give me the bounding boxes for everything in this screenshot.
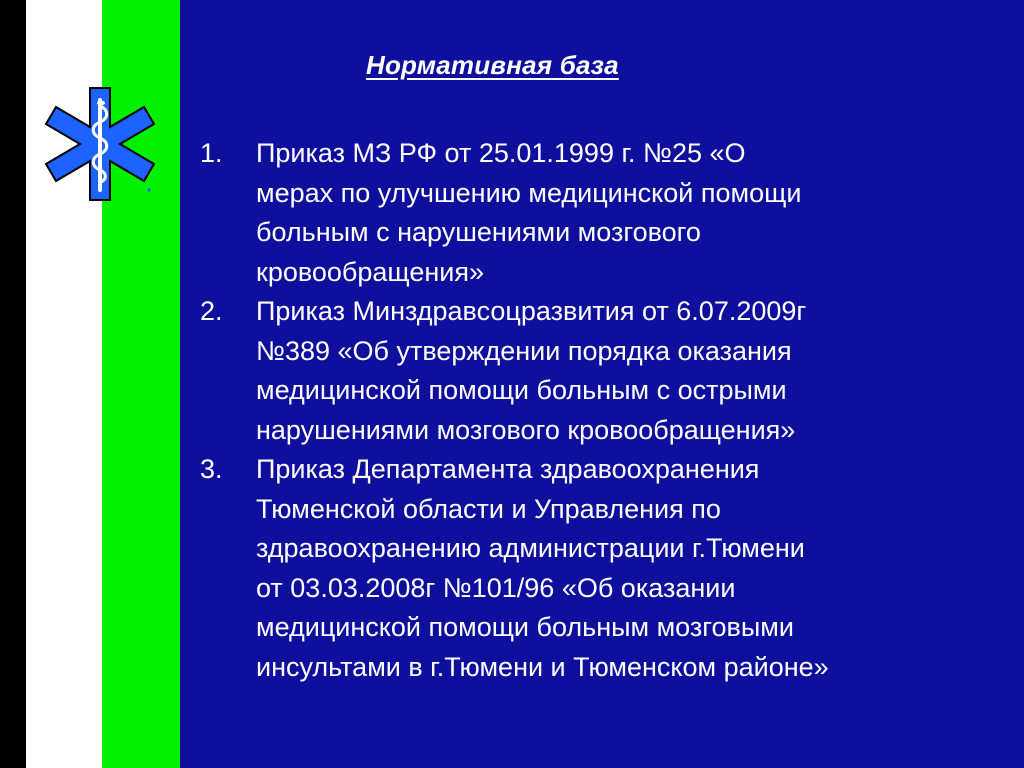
list-item [200,134,1000,292]
list-item-number: 1. [200,138,223,168]
slide-title: Нормативная база [366,50,619,80]
list-item-text: Приказ Минздравсоцразвития от 6.07.2009г №389 «Об утверждении порядка оказания медицинской помощи больным с острыми нарушениями мозгового кровообращения» [256,296,807,445]
list-item [200,450,1000,687]
normative-documents-list [200,134,1000,687]
list-item-text: Приказ Департамента здравоохранения Тюменской области и Управления по здравоохранению администрации г.Тюмени от 03.03.2008г №101/96 «Об оказании медицинской помощи больным мозговыми инсультами в г.Тюмени и Тюменском районе» [256,454,829,682]
list-item [200,292,1000,450]
list-item-number: 2. [200,296,223,326]
list-item-text: Приказ МЗ РФ от 25.01.1999 г. №25 «О мерах по улучшению медицинской помощи больным с нарушениями мозгового кровообращения» [256,138,802,287]
list-item-number: 3. [200,454,223,484]
left-stripe-black [0,0,26,768]
star-of-life-icon [38,84,162,204]
